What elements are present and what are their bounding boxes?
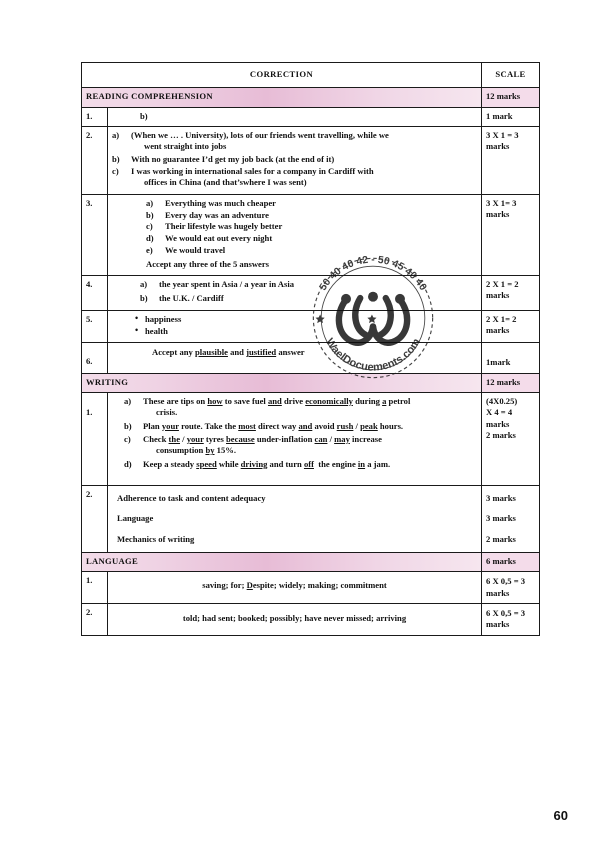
seg: These are tips on [143, 395, 208, 406]
list-item: • health [134, 326, 477, 337]
row-number: 1. [82, 392, 108, 485]
seg: Check [143, 433, 169, 444]
item-marker: d) [124, 458, 132, 469]
seg: / [327, 433, 335, 444]
underlined-word: and [298, 420, 313, 431]
section-title-reading: READING COMPREHENSION [82, 88, 482, 107]
underlined-word: speed [196, 458, 217, 469]
page-number: 60 [553, 808, 568, 823]
item-text: Their lifestyle was hugely better [165, 221, 283, 232]
table-row [82, 127, 540, 195]
list-item [112, 166, 477, 189]
criterion-scale: 3 marks [486, 492, 516, 503]
criterion-scale: 3 marks [486, 513, 516, 524]
scale-line: marks [486, 418, 510, 429]
seg: avoid [312, 420, 337, 431]
list-item [124, 434, 477, 457]
item-marker: a) [140, 278, 148, 289]
row-content [108, 572, 482, 604]
item-text: With no guarantee I’d get my job back (at the end of it) [131, 153, 335, 164]
answer-list [112, 130, 477, 189]
table-row [82, 194, 540, 275]
section-band-language [82, 552, 540, 571]
underlined-word: may [334, 433, 350, 444]
item-marker: a) [146, 197, 154, 208]
underlined-word: economically [305, 395, 353, 406]
row-content [108, 127, 482, 195]
scale-line: marks [486, 290, 510, 301]
underlined-word: because [226, 433, 255, 444]
accept-suffix: answer [276, 347, 305, 358]
section-scale-reading: 12 marks [482, 88, 540, 107]
scale-line: 2 marks [486, 429, 516, 440]
item-text [143, 459, 390, 469]
row-number: 4. [82, 275, 108, 310]
seg: under-inflation [254, 433, 315, 444]
criterion-label: Mechanics of writing [117, 533, 195, 544]
row-number: 3. [82, 194, 108, 275]
item-marker: d) [146, 233, 154, 244]
underlined-letter: D [246, 580, 253, 591]
underlined-word: peak [360, 420, 378, 431]
underlined-word: your [161, 420, 179, 431]
seg: 15%. [214, 445, 236, 456]
row-scale [482, 392, 540, 485]
item-text: Everything was much cheaper [165, 197, 276, 208]
row-number: 1. [82, 107, 108, 126]
section-title-writing: WRITING [82, 373, 482, 392]
row-scale [482, 127, 540, 195]
list-item [146, 221, 477, 232]
underlined-word: your [186, 433, 204, 444]
stamp-site: WaelDocuements.com [323, 336, 423, 374]
answer-text: b) [140, 110, 148, 121]
seg: increase [349, 433, 382, 444]
scale-line: 6 X 0,5 = 3 [486, 576, 526, 587]
item-text [143, 434, 382, 444]
row-content [108, 194, 482, 275]
row-number: 1. [82, 572, 108, 604]
list-item: • happiness [134, 314, 477, 325]
table-row [82, 392, 540, 485]
seg: consumption [156, 445, 206, 456]
underlined-word: rush [336, 420, 354, 431]
item-text [143, 421, 403, 431]
row-scale [482, 572, 540, 604]
table-row [82, 604, 540, 636]
seg: / [180, 433, 187, 444]
seg: a jam. [365, 458, 391, 469]
table-row [82, 275, 540, 310]
item-marker: b) [124, 420, 132, 431]
row-content [108, 107, 482, 126]
seg: espite; widely; making; commitment [252, 580, 387, 591]
row-number: 2. [82, 604, 108, 636]
answer-list [112, 279, 477, 305]
seg: saving; for; [202, 580, 247, 591]
section-band-writing [82, 373, 540, 392]
answer-list [112, 198, 477, 257]
row-scale [482, 604, 540, 636]
underlined-word: a [382, 395, 387, 406]
scale-line: X 4 = 4 [486, 407, 513, 418]
accept-note: Accept any three of the 5 answers [146, 259, 269, 270]
row-number: 2. [82, 485, 108, 552]
list-item [124, 459, 477, 470]
item-text-cont: went straight into jobs [144, 141, 227, 152]
item-marker: a) [124, 395, 132, 406]
seg: direct way [255, 420, 299, 431]
table-row [82, 485, 540, 552]
list-item [146, 198, 477, 209]
item-marker: e) [146, 245, 153, 256]
section-scale-language: 6 marks [482, 552, 540, 571]
underlined-word: the [168, 433, 181, 444]
row-content: told; had sent; booked; possibly; have never missed; arriving [108, 604, 482, 636]
underlined-word: justified [246, 347, 277, 358]
row-scale [482, 194, 540, 275]
table-row [82, 107, 540, 126]
seg: drive [281, 395, 306, 406]
table-row [82, 572, 540, 604]
section-band-reading [82, 88, 540, 107]
item-text: the year spent in Asia / a year in Asia [159, 278, 295, 289]
seg: Plan [143, 420, 162, 431]
item-text: (When we … . University), lots of our friends went travelling, while we [131, 130, 389, 141]
list-item [146, 233, 477, 244]
seg: to save fuel [222, 395, 268, 406]
row-scale [482, 310, 540, 343]
row-number: 6. [82, 343, 108, 373]
seg: route. Take the [178, 420, 239, 431]
scale-line: 2 X 1= 2 [486, 313, 517, 324]
list-item [146, 210, 477, 221]
list-item [124, 421, 477, 432]
item-text: the U.K. / Cardiff [159, 293, 224, 304]
list-item [146, 245, 477, 256]
row-content [108, 392, 482, 485]
row-content [108, 485, 482, 552]
row-scale [482, 275, 540, 310]
seg: the engine [313, 458, 358, 469]
seg: tyres [203, 433, 227, 444]
list-item [112, 130, 477, 153]
row-scale [482, 485, 540, 552]
item-marker: b) [140, 293, 148, 304]
scale-line: marks [486, 587, 510, 598]
row-content [108, 275, 482, 310]
item-marker: b) [146, 209, 154, 220]
row-content [108, 310, 482, 343]
list-item [124, 396, 477, 419]
stamp-phones: 50 40 40 42 - 50 45 40 40 [317, 254, 429, 293]
list-item [140, 293, 477, 304]
item-text: Every day was an adventure [165, 209, 269, 220]
list-item [140, 279, 477, 290]
accept-prefix: Accept any [152, 347, 195, 358]
correction-scale-table [81, 62, 540, 636]
header-correction: CORRECTION [82, 63, 482, 88]
item-marker: c) [146, 221, 153, 232]
seg: and turn [267, 458, 304, 469]
underlined-word: plausible [194, 347, 228, 358]
scale-line: 6 X 0,5 = 3 [486, 608, 526, 618]
table-row [82, 310, 540, 343]
item-text: I was working in international sales for a company in Cardiff with [131, 166, 374, 177]
underlined-word: by [205, 445, 215, 456]
scale-line: marks [486, 324, 510, 335]
item-text: We would travel [165, 245, 226, 256]
underlined-word: most [238, 420, 256, 431]
accept-mid: and [227, 347, 247, 358]
row-number: 5. [82, 310, 108, 343]
seg: during [352, 395, 383, 406]
underlined-word: off [303, 458, 314, 469]
criterion-label: Language [117, 513, 154, 524]
item-text [143, 396, 410, 406]
criterion-label: Adherence to task and content adequacy [117, 492, 266, 503]
item-text-cont [143, 445, 477, 456]
list-item [112, 154, 477, 165]
section-title-language: LANGUAGE [82, 552, 482, 571]
item-text-cont: crisis. [156, 407, 178, 418]
underlined-word: driving [240, 458, 268, 469]
scale-line: 3 X 1 = 3 [486, 130, 519, 141]
item-text-cont: offices in China (and that’swhere I was sent) [144, 177, 307, 188]
header-scale: SCALE [482, 63, 540, 88]
scale-line: marks [486, 141, 510, 152]
seg: while [216, 458, 241, 469]
row-content [108, 343, 482, 373]
bullet-list [112, 314, 477, 338]
item-marker: c) [124, 433, 131, 444]
table-row [82, 343, 540, 373]
seg: Keep a steady [143, 458, 197, 469]
row-scale: 1 mark [482, 107, 540, 126]
item-text: We would eat out every night [165, 233, 273, 244]
scale-line: (4X0.25) [486, 395, 518, 406]
row-scale: 1mark [482, 343, 540, 373]
scale-line: 2 X 1 = 2 [486, 278, 519, 289]
underlined-word: in [357, 458, 366, 469]
criterion-scale: 2 marks [486, 533, 516, 544]
scale-line: marks [486, 209, 510, 220]
row-number: 2. [82, 127, 108, 195]
scale-line: 3 X 1= 3 [486, 197, 517, 208]
seg: hours. [377, 420, 404, 431]
item-marker: c) [112, 166, 119, 177]
underlined-word: and [267, 395, 282, 406]
underlined-word: can [314, 433, 328, 444]
section-scale-writing: 12 marks [482, 373, 540, 392]
scale-line: marks [486, 619, 510, 630]
item-marker: a) [112, 130, 120, 141]
seg: petrol [386, 395, 411, 406]
underlined-word: how [207, 395, 223, 406]
table-header-row [82, 63, 540, 88]
answer-list [112, 396, 477, 470]
item-marker: b) [112, 153, 120, 164]
seg: / [353, 420, 361, 431]
